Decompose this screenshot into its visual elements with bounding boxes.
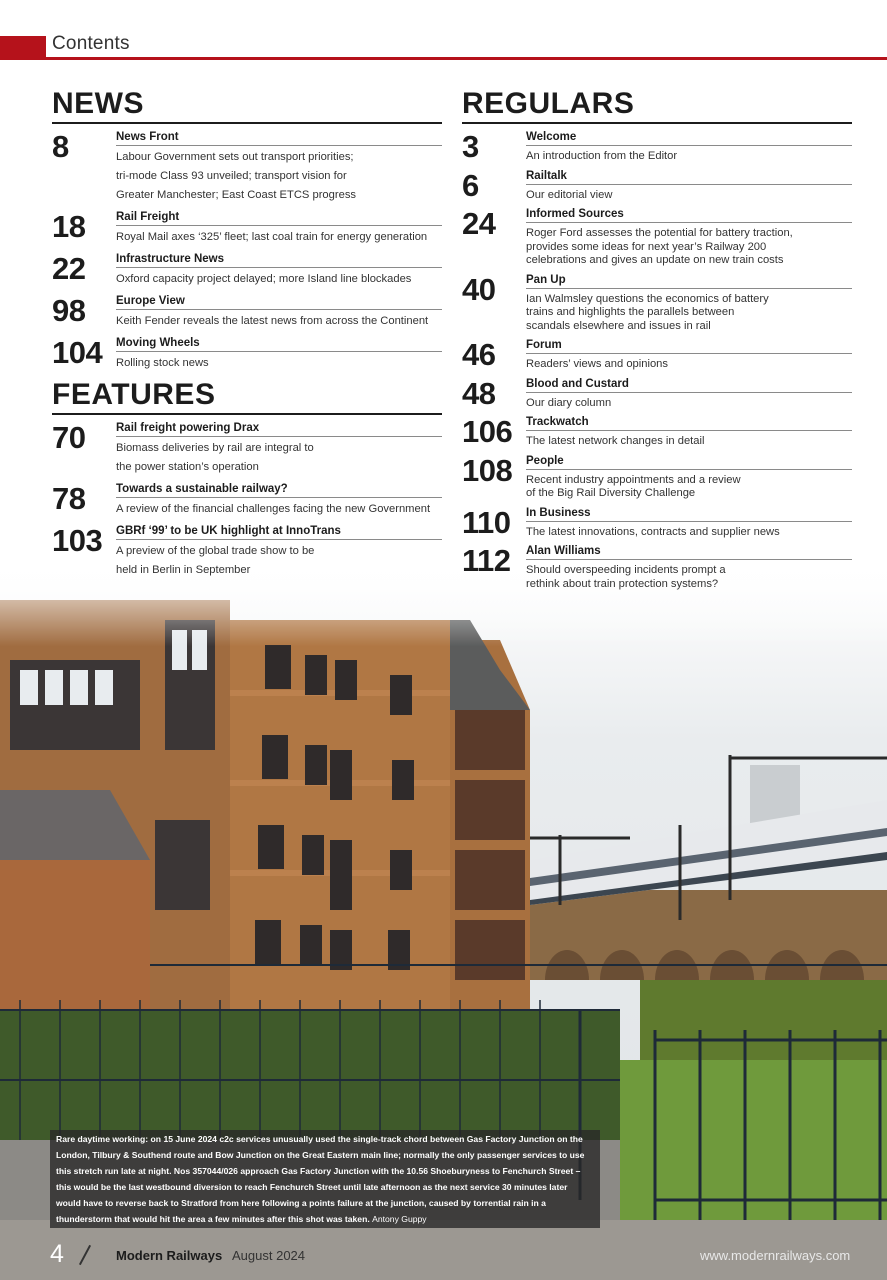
news-entry[interactable] xyxy=(52,252,442,289)
features-entry[interactable] xyxy=(52,482,442,519)
section-title: Contents xyxy=(52,33,130,54)
entry-description-line: Ian Walmsley questions the economics of battery xyxy=(526,292,769,305)
entry-description xyxy=(116,542,442,580)
header-rule xyxy=(0,57,887,60)
entry-description-line: the power station’s operation xyxy=(116,461,259,473)
entry-description-line: Our diary column xyxy=(526,396,612,409)
entry-body xyxy=(526,506,852,540)
regulars-entry[interactable] xyxy=(462,338,852,372)
entry-description-line: tri-mode Class 93 unveiled; transport vision for xyxy=(116,170,347,182)
entry-description-line: Oxford capacity project delayed; more Island line blockades xyxy=(116,273,412,285)
page-number-label: 40 xyxy=(462,271,496,307)
footer-slash xyxy=(79,1245,91,1265)
regulars-entry[interactable] xyxy=(462,130,852,164)
entry-description xyxy=(116,270,442,289)
regulars-entry[interactable] xyxy=(462,377,852,411)
entry-description-line: The latest innovations, contracts and supplier news xyxy=(526,525,780,538)
entry-title: People xyxy=(526,454,852,470)
entry-title: Trackwatch xyxy=(526,415,852,431)
page-number-label: 108 xyxy=(462,452,513,488)
entry-description xyxy=(526,148,852,164)
entry-description xyxy=(526,472,852,501)
entry-body xyxy=(526,207,852,268)
entry-title: News Front xyxy=(116,130,442,146)
page-footer xyxy=(0,1236,887,1280)
entry-description-line: Keith Fender reveals the latest news from across the Continent xyxy=(116,315,429,327)
features-entry[interactable] xyxy=(52,421,442,477)
entry-description xyxy=(526,562,852,591)
entry-body xyxy=(116,482,442,519)
page-header xyxy=(0,0,887,60)
issue-date: August 2024 xyxy=(232,1248,306,1263)
regulars-entry[interactable] xyxy=(462,169,852,203)
entry-description-line: Biomass deliveries by rail are integral to xyxy=(116,442,314,454)
entry-title: Pan Up xyxy=(526,273,852,289)
entry-description-line: An introduction from the Editor xyxy=(526,150,678,162)
entry-description-line: celebrations and gives an update on new train costs xyxy=(526,254,784,266)
entry-body xyxy=(116,524,442,580)
entry-body xyxy=(116,210,442,247)
page-number-label: 110 xyxy=(462,504,511,540)
entry-description xyxy=(116,354,442,373)
header-accent-block xyxy=(0,36,46,57)
page-number-label: 104 xyxy=(52,335,103,370)
entry-description-line: scandals elsewhere and issues in rail xyxy=(526,319,711,332)
entry-title: Blood and Custard xyxy=(526,377,852,393)
entry-description-line: trains and highlights the parallels between xyxy=(526,306,735,318)
entry-title: Forum xyxy=(526,338,852,354)
entry-description xyxy=(526,291,852,334)
page-number-label: 78 xyxy=(52,481,86,516)
caption-text: Rare daytime working: on 15 June 2024 c2c services unusually used the single-track chord between Gas Factory Junction on the London, Tilbury & Southend route and Bow Junction on the Great Eastern main line; normally the only passenger services to use this stretch run late at night. Nos 357044/026 approach Gas Factory Junction with the 10.56 Shoeburyness to Fenchurch Street – this would be the last westbound diversion to reach Fenchurch Street until late afternoon as the next service 30 minutes later would have to reverse back to Stratford from here following a points failure at the junction, caused by torrential rain in a thunderstorm that would hit the area a few minutes after this shot was taken. xyxy=(56,1134,585,1224)
page-number-label: 46 xyxy=(462,337,496,372)
entry-title: Infrastructure News xyxy=(116,252,442,268)
page-number-label: 112 xyxy=(462,543,511,578)
entry-title: Rail Freight xyxy=(116,210,442,226)
entry-description-line: held in Berlin in September xyxy=(116,564,251,576)
entry-title: Towards a sustainable railway? xyxy=(116,482,442,498)
regulars-heading: REGULARS xyxy=(462,88,852,124)
entry-description-line: of the Big Rail Diversity Challenge xyxy=(526,487,696,499)
entry-body xyxy=(116,421,442,477)
entry-title: Informed Sources xyxy=(526,207,852,223)
news-entry[interactable] xyxy=(52,294,442,331)
entry-description-line: provides some ideas for next year’s Railway 200 xyxy=(526,240,767,253)
entry-title: Europe View xyxy=(116,294,442,310)
caption-credit: Antony Guppy xyxy=(372,1214,427,1224)
features-list xyxy=(52,421,442,580)
page-number-label: 103 xyxy=(52,523,103,558)
news-heading: NEWS xyxy=(52,88,442,124)
page-number-label: 22 xyxy=(52,251,86,286)
page-number-label: 70 xyxy=(52,420,86,455)
entry-description-line: Labour Government sets out transport priorities; xyxy=(116,151,354,163)
regulars-entry[interactable] xyxy=(462,273,852,334)
entry-description xyxy=(526,433,852,449)
entry-description xyxy=(526,225,852,268)
entry-description-line: Royal Mail axes ‘325’ fleet; last coal train for energy generation xyxy=(116,231,428,243)
magazine-name: Modern Railways xyxy=(116,1248,223,1263)
entry-title: Rail freight powering Drax xyxy=(116,421,442,437)
entry-description-line: The latest network changes in detail xyxy=(526,435,705,447)
entry-title: In Business xyxy=(526,506,852,522)
page-number-label: 24 xyxy=(462,206,496,241)
entry-description-line: Roger Ford assesses the potential for battery traction, xyxy=(526,227,793,239)
regulars-entry[interactable] xyxy=(462,544,852,591)
entry-description-line: Readers’ views and opinions xyxy=(526,358,668,370)
entry-title: GBRf ‘99’ to be UK highlight at InnoTrans xyxy=(116,524,442,540)
page-number-label: 3 xyxy=(462,129,479,164)
regulars-entry[interactable] xyxy=(462,506,852,540)
entry-body xyxy=(526,273,852,334)
website-url[interactable]: www.modernrailways.com xyxy=(700,1248,851,1263)
entry-description-line: Rolling stock news xyxy=(116,357,209,369)
regulars-entry[interactable] xyxy=(462,415,852,449)
page-number-label: 48 xyxy=(462,375,496,411)
entry-body xyxy=(526,377,852,411)
entry-description xyxy=(526,524,852,540)
regulars-entry[interactable] xyxy=(462,207,852,268)
entry-body xyxy=(526,415,852,449)
entry-description-line: Our editorial view xyxy=(526,188,613,201)
entry-body xyxy=(116,252,442,289)
news-entry[interactable] xyxy=(52,130,442,205)
entry-title: Welcome xyxy=(526,130,852,146)
page-number-label: 98 xyxy=(52,293,86,328)
entry-description xyxy=(116,148,442,205)
features-entry[interactable] xyxy=(52,524,442,580)
page-number: 4 xyxy=(50,1240,64,1268)
entry-description xyxy=(116,500,442,519)
regulars-list xyxy=(462,130,852,591)
entry-description xyxy=(116,439,442,477)
entry-description-line: Recent industry appointments and a review xyxy=(526,473,741,486)
page-number-label: 6 xyxy=(462,167,479,203)
right-column xyxy=(462,88,852,596)
entry-description-line: A review of the financial challenges facing the new Government xyxy=(116,503,431,515)
news-entry[interactable] xyxy=(52,210,442,247)
entry-body xyxy=(526,338,852,372)
page-number-label: 18 xyxy=(52,209,86,244)
entry-description xyxy=(116,228,442,247)
entry-description-line: A preview of the global trade show to be xyxy=(116,545,315,557)
photo-caption xyxy=(50,1130,600,1228)
entry-description xyxy=(526,356,852,372)
left-column xyxy=(52,88,442,585)
entry-title: Railtalk xyxy=(526,169,852,185)
news-list xyxy=(52,130,442,373)
entry-body xyxy=(116,130,442,205)
entry-description xyxy=(526,395,852,411)
page-number-label: 8 xyxy=(52,129,69,164)
features-heading: FEATURES xyxy=(52,379,442,415)
entry-description xyxy=(116,312,442,331)
entry-description-line: Should overspeeding incidents prompt a xyxy=(526,564,726,576)
entry-description-line: Greater Manchester; East Coast ETCS progress xyxy=(116,189,357,201)
entry-title: Alan Williams xyxy=(526,544,852,560)
entry-body xyxy=(116,336,442,373)
entry-body xyxy=(526,130,852,164)
entry-body xyxy=(526,454,852,501)
entry-body xyxy=(526,544,852,591)
news-entry[interactable] xyxy=(52,336,442,373)
entry-description xyxy=(526,187,852,203)
regulars-entry[interactable] xyxy=(462,454,852,501)
entry-body xyxy=(526,169,852,203)
entry-description-line: rethink about train protection systems? xyxy=(526,577,719,590)
entry-body xyxy=(116,294,442,331)
page-number-label: 106 xyxy=(462,414,513,449)
entry-title: Moving Wheels xyxy=(116,336,442,352)
